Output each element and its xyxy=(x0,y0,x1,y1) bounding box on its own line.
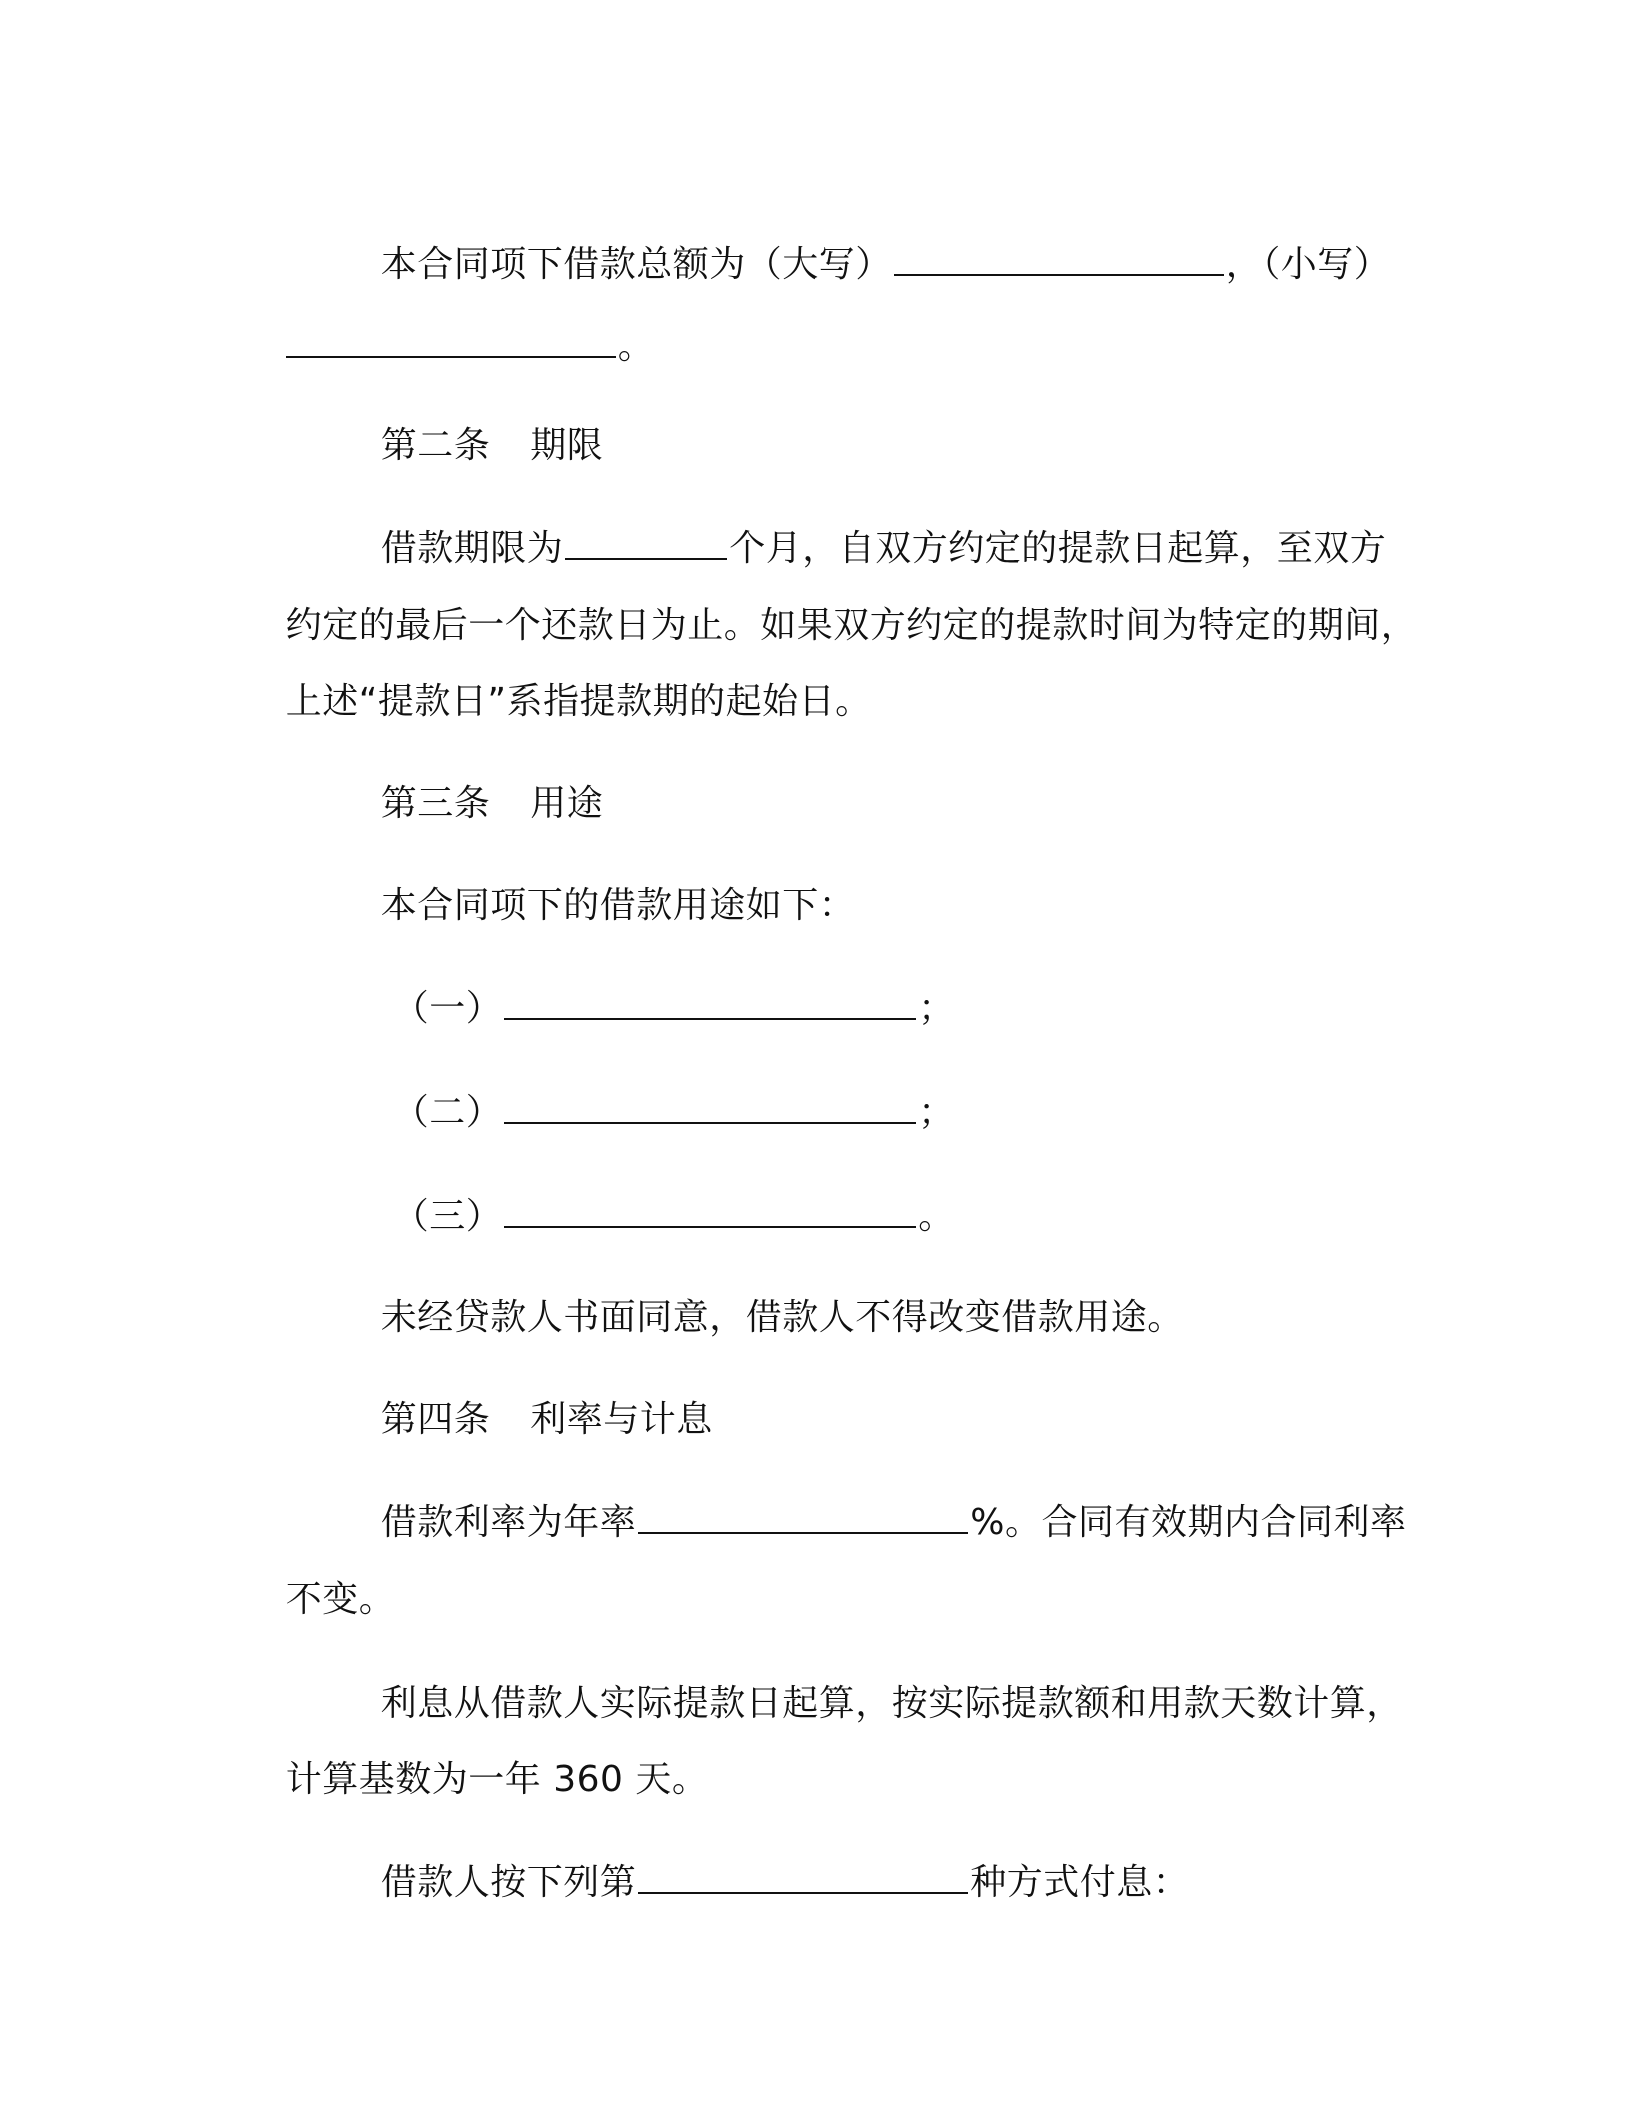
loan-amount-uppercase-blank[interactable] xyxy=(894,240,1224,276)
article-2-number: 第二条 xyxy=(380,425,491,466)
term-line-1 xyxy=(333,476,1387,569)
loan-amount-lowercase-label: ，（小写） xyxy=(1225,244,1391,285)
interest-payment-label: 借款人按下列第 xyxy=(380,1862,637,1903)
interest-rate-label: 借款利率为年率 xyxy=(380,1502,637,1543)
loan-amount-line xyxy=(333,192,1391,285)
article-4-number: 第四条 xyxy=(380,1399,491,1440)
term-text: 个月，自双方约定的提款日起算，至双方 xyxy=(729,528,1387,569)
purpose-restriction xyxy=(333,1246,1184,1338)
purpose-item-1-end: ； xyxy=(918,988,955,1029)
term-text-3: 上述“提款日”系指提款期的起始日。 xyxy=(285,681,872,722)
interest-rate-text: %。合同有效期内合同利率 xyxy=(970,1502,1407,1543)
purpose-item-3-end: 。 xyxy=(918,1196,955,1237)
purpose-intro xyxy=(333,834,856,926)
purpose-item-1-blank[interactable] xyxy=(504,984,916,1020)
interest-rate-text-2: 不变。 xyxy=(285,1579,396,1620)
purpose-item-2-blank[interactable] xyxy=(504,1088,916,1124)
interest-calc-line-1 xyxy=(333,1632,1403,1724)
purpose-item-3 xyxy=(345,1144,955,1237)
interest-rate-blank[interactable] xyxy=(638,1498,968,1534)
interest-payment-line xyxy=(333,1810,1190,1903)
interest-payment-method-blank[interactable] xyxy=(638,1858,968,1894)
term-text-2: 约定的最后一个还款日为止。如果双方约定的提款时间为特定的期间， xyxy=(285,605,1418,646)
article-2-title: 期限 xyxy=(530,425,604,466)
loan-amount-lowercase-blank[interactable] xyxy=(286,322,616,358)
interest-rate-line xyxy=(333,1450,1407,1543)
term-label: 借款期限为 xyxy=(380,528,564,569)
purpose-item-2 xyxy=(345,1040,955,1133)
term-line-2 xyxy=(238,554,1418,646)
purpose-restriction-text: 未经贷款人书面同意，借款人不得改变借款用途。 xyxy=(380,1297,1184,1338)
article-3-heading xyxy=(333,732,604,824)
purpose-item-2-label: （二） xyxy=(392,1092,503,1133)
loan-amount-line-continued xyxy=(238,274,655,367)
purpose-intro-text: 本合同项下的借款用途如下： xyxy=(380,885,856,926)
purpose-item-1 xyxy=(345,936,955,1029)
purpose-item-3-label: （三） xyxy=(392,1196,503,1237)
article-4-heading xyxy=(333,1348,713,1440)
interest-rate-line-2 xyxy=(238,1528,396,1620)
article-4-title: 利率与计息 xyxy=(530,1399,713,1440)
loan-amount-label: 本合同项下借款总额为（大写） xyxy=(380,244,892,285)
purpose-item-2-end: ； xyxy=(918,1092,955,1133)
interest-calc-text-2: 计算基数为一年 360 天。 xyxy=(285,1759,709,1800)
purpose-item-1-label: （一） xyxy=(392,988,503,1029)
article-3-title: 用途 xyxy=(530,783,604,824)
interest-calc-line-2 xyxy=(238,1708,709,1800)
interest-payment-text: 种方式付息： xyxy=(970,1862,1190,1903)
interest-calc-text-1: 利息从借款人实际提款日起算，按实际提款额和用款天数计算， xyxy=(380,1683,1403,1724)
article-3-number: 第三条 xyxy=(380,783,491,824)
article-2-heading xyxy=(333,374,604,466)
line-end-period: 。 xyxy=(617,326,655,367)
term-line-3 xyxy=(238,630,872,722)
purpose-item-3-blank[interactable] xyxy=(504,1192,916,1228)
